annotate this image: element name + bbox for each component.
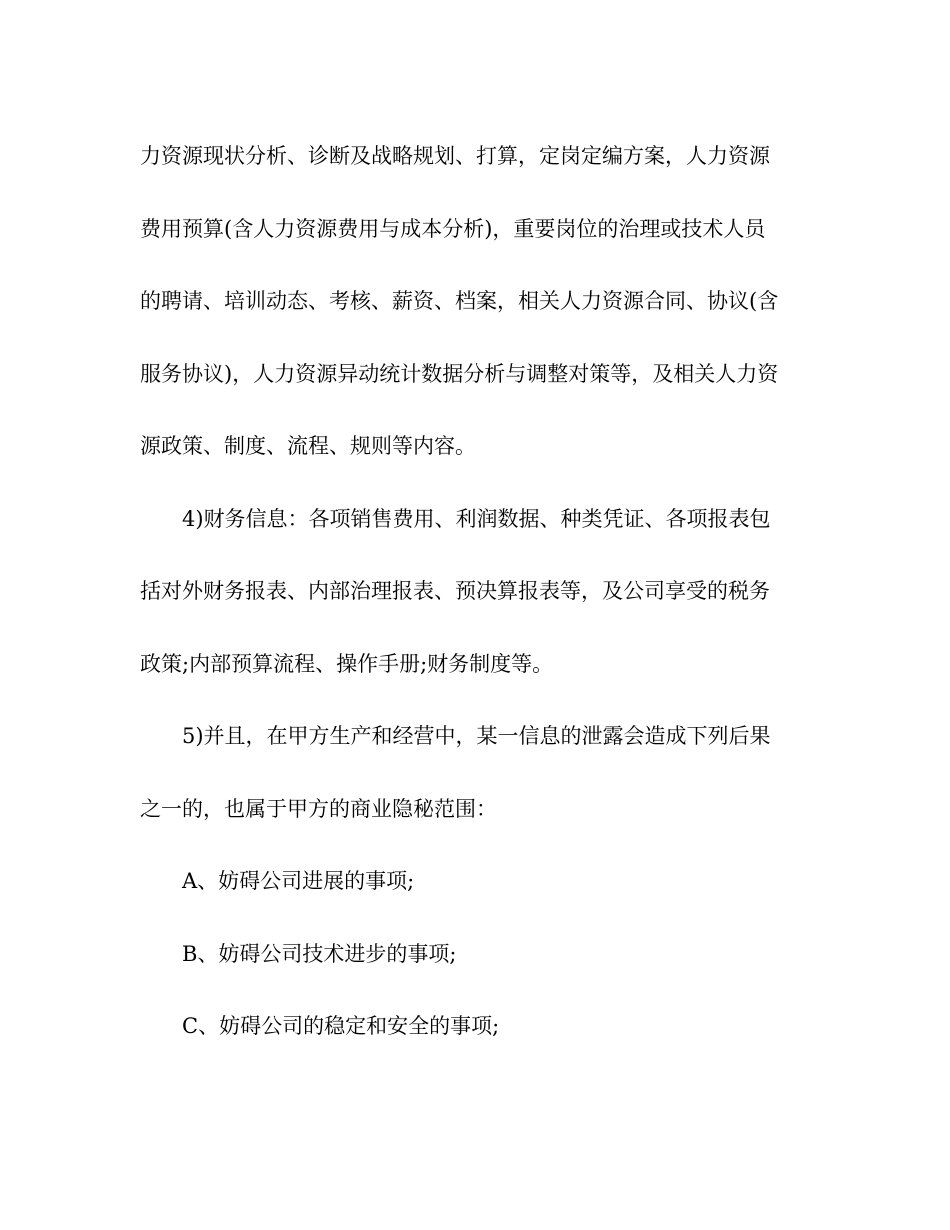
text-line: 的聘请、培训动态、考核、薪资、档案，相关人力资源合同、协议(含 <box>140 289 779 313</box>
text-line: 源政策、制度、流程、规则等内容。 <box>140 434 476 458</box>
paragraph-start-line: 4)财务信息：各项销售费用、利润数据、种类凭证、各项报表包 <box>182 506 771 531</box>
text-line: 政策;内部预算流程、操作手册;财务制度等。 <box>140 651 554 676</box>
text-line: 服务协议)，人力资源异动统计数据分析与调整对策等，及相关人力资 <box>140 361 779 386</box>
list-item-a: A、妨碍公司进展的事项; <box>182 869 415 893</box>
text-line: 费用预算(含人力资源费用与成本分析)，重要岗位的治理或技术人员 <box>140 216 766 241</box>
list-item-b: B、妨碍公司技术进步的事项; <box>182 941 457 966</box>
list-item-c: C、妨碍公司的稳定和安全的事项; <box>182 1014 500 1038</box>
text-line: 之一的，也属于甲方的商业隐秘范围： <box>140 796 497 821</box>
document-body <box>140 136 820 1079</box>
text-line: 括对外财务报表、内部治理报表、预决算报表等，及公司享受的税务 <box>140 579 770 603</box>
paragraph-start-line: 5)并且，在甲方生产和经营中，某一信息的泄露会造成下列后果 <box>182 724 771 748</box>
text-line: 力资源现状分析、诊断及战略规划、打算，定岗定编方案，人力资源 <box>140 144 770 168</box>
